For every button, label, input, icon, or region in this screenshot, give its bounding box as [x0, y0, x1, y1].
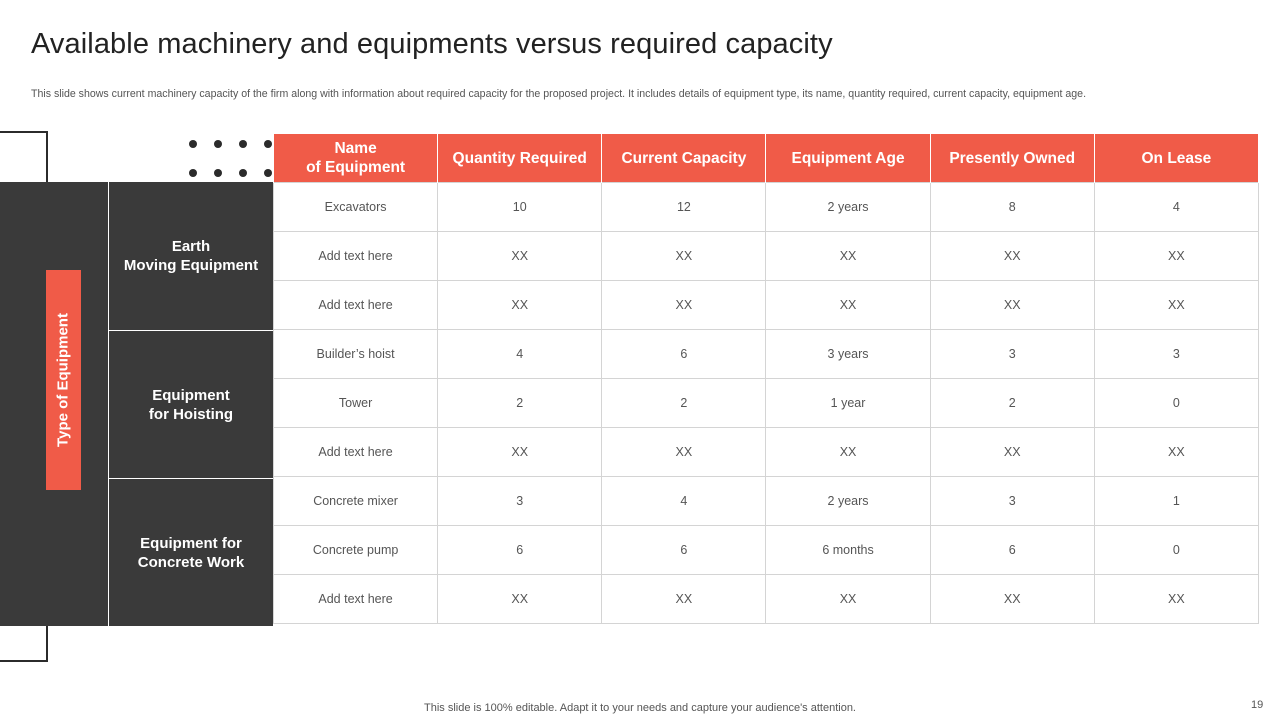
- dot-icon: [239, 140, 247, 148]
- cell-name: Concrete mixer: [274, 477, 438, 526]
- dot-icon: [239, 169, 247, 177]
- type-of-equipment-label: Type of Equipment: [54, 313, 72, 447]
- cell-age: XX: [766, 575, 930, 624]
- cell-quantity: 10: [438, 183, 602, 232]
- header-on-lease: On Lease: [1094, 134, 1258, 183]
- table-row: [274, 575, 1259, 624]
- cell-capacity: XX: [602, 281, 766, 330]
- header-name-of-equipment: Name of Equipment: [274, 134, 438, 183]
- table-row: [274, 379, 1259, 428]
- cell-lease: 4: [1094, 183, 1258, 232]
- page-number: 19: [1251, 699, 1264, 711]
- cell-age: 2 years: [766, 477, 930, 526]
- cell-name: Add text here: [274, 281, 438, 330]
- cell-quantity: 2: [438, 379, 602, 428]
- slide-title: Available machinery and equipments versus required capacity: [31, 28, 833, 60]
- cell-age: 6 months: [766, 526, 930, 575]
- cell-owned: 8: [930, 183, 1094, 232]
- table-row: [274, 183, 1259, 232]
- cell-quantity: XX: [438, 575, 602, 624]
- cell-owned: XX: [930, 575, 1094, 624]
- cell-quantity: 4: [438, 330, 602, 379]
- group-label: Equipment for Concrete Work: [137, 534, 245, 571]
- table-row: [274, 477, 1259, 526]
- table-row: [274, 526, 1259, 575]
- cell-owned: XX: [930, 281, 1094, 330]
- cell-age: 3 years: [766, 330, 930, 379]
- equipment-table: [273, 134, 1259, 624]
- cell-name: Add text here: [274, 232, 438, 281]
- cell-name: Tower: [274, 379, 438, 428]
- cell-age: 2 years: [766, 183, 930, 232]
- group-label: Equipment for Hoisting: [148, 386, 234, 423]
- cell-capacity: 6: [602, 526, 766, 575]
- cell-quantity: 3: [438, 477, 602, 526]
- group-label: Earth Moving Equipment: [123, 238, 259, 274]
- cell-capacity: XX: [602, 428, 766, 477]
- cell-lease: XX: [1094, 281, 1258, 330]
- dot-icon: [214, 169, 222, 177]
- cell-name: Excavators: [274, 183, 438, 232]
- table-row: [274, 232, 1259, 281]
- cell-capacity: XX: [602, 575, 766, 624]
- cell-lease: 3: [1094, 330, 1258, 379]
- header-quantity-required: Quantity Required: [438, 134, 602, 183]
- cell-age: XX: [766, 232, 930, 281]
- slide-footer: This slide is 100% editable. Adapt it to your needs and capture your audience's attention.: [424, 702, 856, 714]
- cell-owned: 3: [930, 477, 1094, 526]
- cell-capacity: 12: [602, 183, 766, 232]
- decorative-dots: [186, 136, 276, 180]
- dot-icon: [189, 140, 197, 148]
- cell-owned: 2: [930, 379, 1094, 428]
- cell-lease: 0: [1094, 526, 1258, 575]
- cell-lease: XX: [1094, 575, 1258, 624]
- header-presently-owned: Presently Owned: [930, 134, 1094, 183]
- cell-age: XX: [766, 281, 930, 330]
- group-hoisting: [109, 331, 273, 478]
- cell-lease: 1: [1094, 477, 1258, 526]
- table-row: [274, 281, 1259, 330]
- cell-quantity: XX: [438, 428, 602, 477]
- cell-name: Add text here: [274, 428, 438, 477]
- cell-lease: XX: [1094, 232, 1258, 281]
- cell-owned: XX: [930, 428, 1094, 477]
- group-earth-moving: [109, 182, 273, 330]
- header-equipment-age: Equipment Age: [766, 134, 930, 183]
- cell-capacity: 4: [602, 477, 766, 526]
- cell-quantity: XX: [438, 281, 602, 330]
- cell-capacity: XX: [602, 232, 766, 281]
- cell-owned: XX: [930, 232, 1094, 281]
- cell-name: Add text here: [274, 575, 438, 624]
- dot-icon: [189, 169, 197, 177]
- cell-name: Builder’s hoist: [274, 330, 438, 379]
- dot-icon: [264, 140, 272, 148]
- cell-lease: 0: [1094, 379, 1258, 428]
- cell-age: XX: [766, 428, 930, 477]
- cell-age: 1 year: [766, 379, 930, 428]
- slide-subtitle: This slide shows current machinery capacity of the firm along with information about required capacity for the proposed project. It includes details of equipment type, its name, quantity required, current capacity, equipment age.: [31, 88, 1087, 100]
- table-row: [274, 330, 1259, 379]
- dot-icon: [214, 140, 222, 148]
- cell-capacity: 2: [602, 379, 766, 428]
- group-concrete-work: [109, 479, 273, 626]
- cell-lease: XX: [1094, 428, 1258, 477]
- cell-quantity: 6: [438, 526, 602, 575]
- header-current-capacity: Current Capacity: [602, 134, 766, 183]
- table-row: [274, 428, 1259, 477]
- cell-quantity: XX: [438, 232, 602, 281]
- dot-icon: [264, 169, 272, 177]
- cell-owned: 6: [930, 526, 1094, 575]
- cell-owned: 3: [930, 330, 1094, 379]
- cell-capacity: 6: [602, 330, 766, 379]
- header-row: [274, 134, 1259, 183]
- cell-name: Concrete pump: [274, 526, 438, 575]
